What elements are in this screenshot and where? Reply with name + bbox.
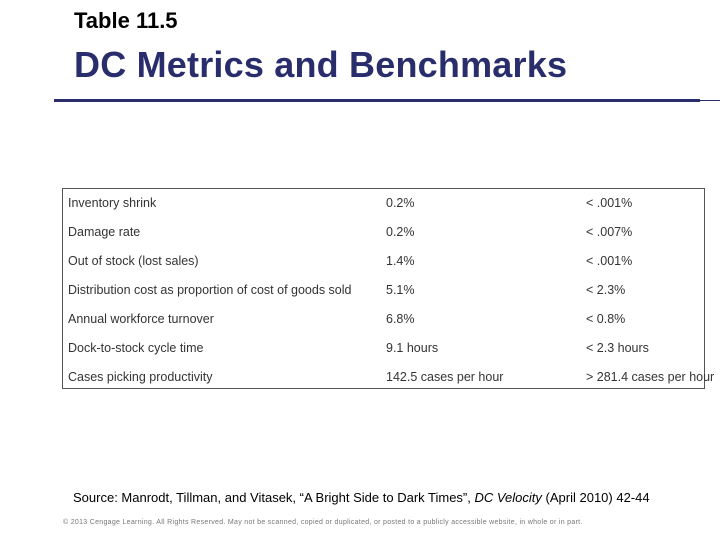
table-row xyxy=(63,334,704,363)
metric-benchmark: < 2.3 hours xyxy=(586,341,649,355)
metric-name: Dock-to-stock cycle time xyxy=(68,341,204,355)
slide-subtitle: Table 11.5 xyxy=(74,8,178,33)
metric-value: 5.1% xyxy=(386,283,415,297)
metric-value: 0.2% xyxy=(386,225,415,239)
source-citation xyxy=(73,490,650,505)
metric-name: Inventory shrink xyxy=(68,196,157,210)
source-text: Source: Manrodt, Tillman, and Vitasek, “A Bright Side to Dark Times”, xyxy=(73,490,475,505)
metric-name: Cases picking productivity xyxy=(68,370,213,384)
source-journal: DC Velocity xyxy=(474,490,542,505)
table-row xyxy=(63,189,704,218)
metric-value: 142.5 cases per hour xyxy=(386,370,504,384)
metric-name: Distribution cost as proportion of cost of goods sold xyxy=(68,283,352,297)
metric-benchmark: < 2.3% xyxy=(586,283,626,297)
metric-value: 1.4% xyxy=(386,254,415,268)
metric-benchmark: < .007% xyxy=(586,225,633,239)
metric-benchmark: < .001% xyxy=(586,254,633,268)
title-divider xyxy=(54,99,700,102)
table-row xyxy=(63,363,715,392)
slide-title: DC Metrics and Benchmarks xyxy=(74,44,568,85)
metric-benchmark: > 281.4 cases per hour xyxy=(586,370,715,384)
metric-benchmark: < .001% xyxy=(586,196,633,210)
metric-value: 6.8% xyxy=(386,312,415,326)
metric-value: 9.1 hours xyxy=(386,341,439,355)
metric-value: 0.2% xyxy=(386,196,415,210)
metrics-table xyxy=(62,188,715,389)
metric-name: Annual workforce turnover xyxy=(68,312,214,326)
copyright-notice: © 2013 Cengage Learning. All Rights Reserved. May not be scanned, copied or duplicated, or posted to a publicly accessible website, in whole or in part. xyxy=(63,519,583,526)
title-divider-tail xyxy=(700,100,720,101)
metric-name: Out of stock (lost sales) xyxy=(68,254,199,268)
source-details: (April 2010) 42-44 xyxy=(541,490,650,505)
metric-benchmark: < 0.8% xyxy=(586,312,626,326)
table-row xyxy=(63,218,704,247)
metric-name: Damage rate xyxy=(68,225,141,239)
table-row xyxy=(63,247,704,276)
table-row xyxy=(63,305,704,334)
table-row xyxy=(63,276,704,305)
